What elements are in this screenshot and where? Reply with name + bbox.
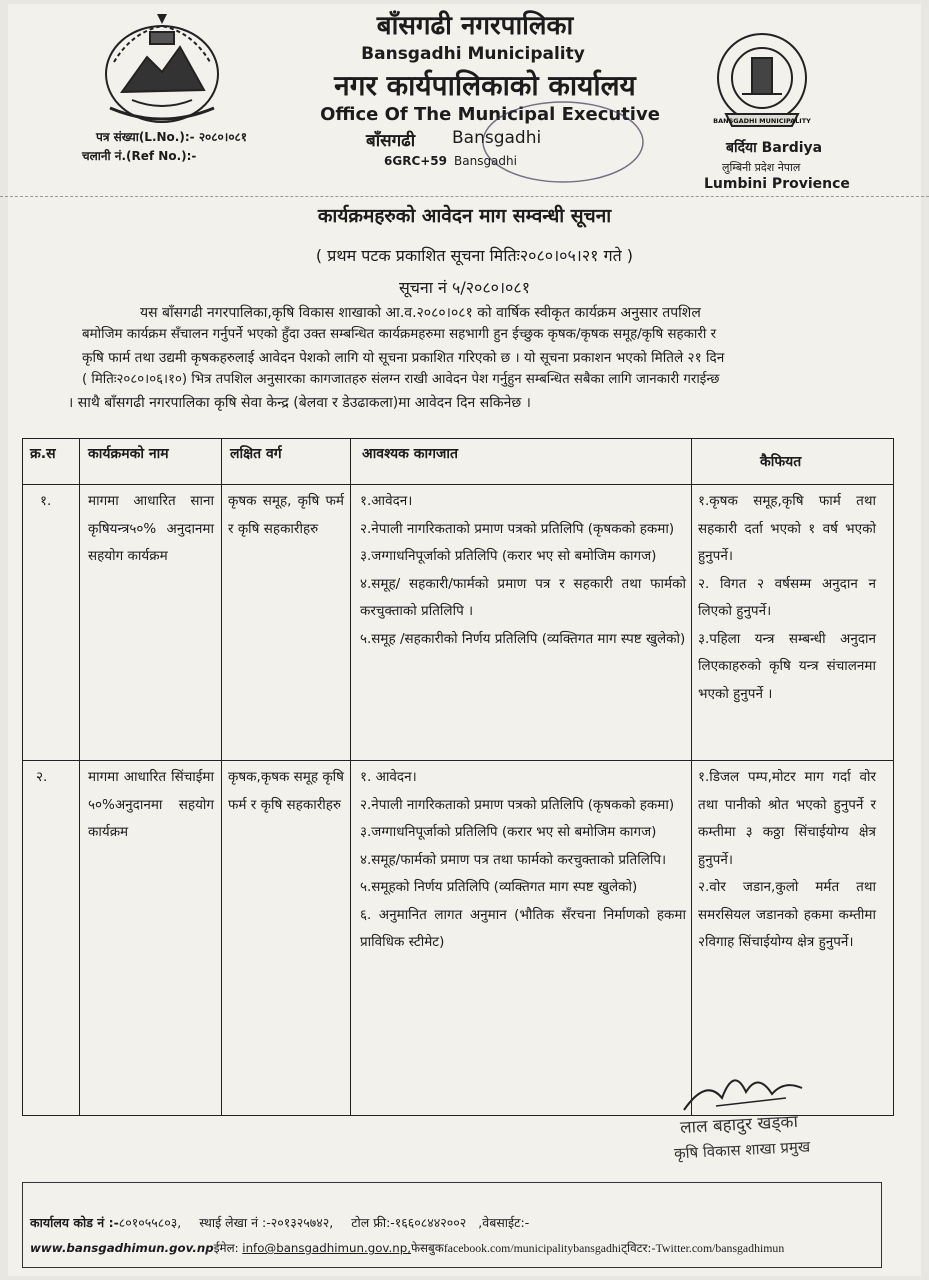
municipality-name-nepali: बाँसगढी नगरपालिका [376, 11, 574, 41]
plus-code-place: Bansgadhi [454, 154, 517, 168]
table-column-divider [691, 438, 692, 1116]
row1-program-name: मागमा आधारित साना कृषियन्त्र५०% अनुदानमा सहयोग कार्यक्रम [88, 493, 214, 564]
signatory-title: कृषि विकास शाखा प्रमुख [673, 1137, 811, 1163]
account-label: स्थाई लेखा नं :- [199, 1215, 271, 1230]
paragraph-line: । साथै बाँसगढी नगरपालिका कृषि सेवा केन्द्र (बेलवा र डेउढाकला)मा आवेदन दिन सकिनेछ । [68, 394, 531, 411]
row2-sn: २. [36, 769, 48, 785]
nepal-emblem-logo [92, 12, 232, 130]
facebook-link[interactable]: facebook.com/municipalitybansgadhi [443, 1241, 622, 1255]
ref-number-label: चलानी नं.(Ref No.):- [82, 149, 197, 163]
paragraph-line: ( मितिः२०८०।०६।१०) भित्र तपशिल अनुसारका कागजातहरु संलग्न राखी आवेदन पेश गर्नुहुन सम्बन्धित सबैका लागि जानकारी गराईन्छ [82, 372, 720, 388]
notice-subtitle: ( प्रथम पटक प्रकाशित सूचना मितिः२०८०।०५।२१ गते ) [315, 246, 634, 265]
table-column-divider [221, 438, 222, 1116]
document-item: २.नेपाली नागरिकताको प्रमाण पत्रको प्रतिलिपि (कृषकको हकमा) [360, 520, 675, 537]
remark-item: २.वोर जडान,कुलो मर्मत तथा समरसियल जडानको हकमा कम्तीमा २विगाह सिंचाईयोग्य क्षेत्र हुनुपर्ने। [698, 879, 876, 950]
header-divider [0, 196, 929, 197]
table-row-divider [22, 760, 894, 761]
table-header-program: कार्यक्रमको नाम [88, 446, 169, 462]
document-item: ३.जग्गाधनिपूर्जाको प्रतिलिपि (करार भए सो बमोजिम कागज) [360, 824, 657, 840]
table-header-documents: आवश्यक कागजात [362, 446, 459, 462]
remark-item: १.डिजल पम्प,मोटर माग गर्दा वोर तथा पानीको श्रोत भएको हुनुपर्ने र कम्तीमा ३ कठ्ठा सिंचाईयोग्य क्षेत्र हुनुपर्ने। [698, 769, 876, 868]
place-english: Bansgadhi [452, 128, 542, 148]
table-column-divider [350, 438, 351, 1116]
office-name-english: Office Of The Municipal Executive [320, 104, 660, 125]
row2-documents [360, 764, 686, 957]
document-item: १.आवेदन। [360, 493, 413, 509]
municipality-name-english: Bansgadhi Municipality [361, 44, 585, 64]
account-value: २०१३२५७४२, [270, 1215, 334, 1230]
row1-target-group: कृषक समूह, कृषि फर्म र कृषि सहकारीहरु [228, 493, 344, 537]
letter-number-label: पत्र संख्या(L.No.):- [96, 130, 195, 144]
row1-remarks [698, 488, 876, 708]
province-nepali: लुम्बिनी प्रदेश नेपाल [722, 161, 801, 174]
facebook-label: फेसबुक [410, 1241, 444, 1255]
signatory-name: लाल बहादुर खड्का [679, 1111, 799, 1139]
document-item: ५.समूह /सहकारीको निर्णय प्रतिलिपि (व्यक्तिगत माग स्पष्ट खुलेको) [360, 630, 686, 647]
website-link[interactable]: www.bansgadhimun.gov.np [30, 1241, 214, 1255]
office-stamp [478, 92, 648, 192]
footer-line-2 [30, 1240, 784, 1256]
document-item: १. आवेदन। [360, 769, 417, 785]
row2-remarks [698, 764, 876, 957]
place-nepali: बाँसगढी [366, 131, 416, 151]
table-header-divider [22, 484, 894, 485]
email-label: ईमेल: [213, 1241, 239, 1255]
remark-item: ३.पहिला यन्त्र सम्बन्धी अनुदान लिएकाहरुको कृषि यन्त्र संचालनमा भएको हुनुपर्ने । [698, 630, 876, 702]
email-link[interactable]: info@bansgadhimun.gov.np, [242, 1241, 411, 1255]
table-header-sn: क्र.स [30, 446, 56, 462]
letter-number [96, 128, 247, 145]
office-code-label: कार्यालय कोड नं :- [30, 1215, 119, 1230]
paragraph-line: बमोजिम कार्यक्रम सँचालन गर्नुपर्ने भएको हुँदा उक्त सम्बन्धित कार्यक्रमहरुमा सहभागी हुन ईच्छुक कृषक/कृषक समूह/कृषि सहकारी र [82, 327, 717, 343]
district-label: बर्दिया Bardiya [726, 140, 823, 156]
table-column-divider [79, 438, 80, 1116]
document-item: ३.जग्गाधनिपूर्जाको प्रतिलिपि (करार भए सो बमोजिम कागज) [360, 548, 657, 564]
document-item: ४.समूह/ सहकारी/फार्मको प्रमाण पत्र र सहकारी तथा फार्मको करचुक्ताको प्रतिलिपि । [360, 575, 686, 619]
row1-documents [360, 488, 686, 653]
website-label: ,वेबसाईट:- [478, 1215, 530, 1230]
row1-sn: १. [40, 493, 52, 509]
notice-paragraph [68, 302, 874, 414]
tollfree-label: टोल फ्री:- [351, 1215, 395, 1230]
document-item: २.नेपाली नागरिकताको प्रमाण पत्रको प्रतिलिपि (कृषकको हकमा) [360, 796, 675, 813]
document-item: ६. अनुमानित लागत अनुमान (भौतिक सँरचना निर्माणको हकमा प्राविधिक स्टीमेट) [360, 906, 686, 950]
document-item: ४.समूह/फार्मको प्रमाण पत्र तथा फार्मको करचुक्ताको प्रतिलिपि। [360, 851, 667, 868]
office-code-value: ८०१०५५८०३, [118, 1215, 182, 1230]
twitter-label: ट्विटर:- [621, 1241, 656, 1255]
municipality-seal-logo [706, 28, 818, 140]
twitter-link[interactable]: Twitter.com/bansgadhimun [655, 1241, 785, 1255]
table-header-target: लक्षित वर्ग [230, 446, 282, 462]
paragraph-line: यस बाँसगढी नगरपालिका,कृषि विकास शाखाको आ.व.२०८०।०८१ को वार्षिक स्वीकृत कार्यक्रम अनुसार तपशिल [140, 305, 701, 321]
table-header-remarks: कैफियत [760, 454, 802, 470]
remark-item: २. विगत २ वर्षसम्म अनुदान न लिएको हुनुपर्ने। [698, 575, 876, 619]
plus-code: 6GRC+59 [384, 154, 447, 168]
province-english: Lumbini Provience [704, 176, 850, 192]
footer-line-1 [30, 1214, 529, 1231]
notice-number: सूचना नं ५/२०८०।०८१ [398, 278, 531, 297]
seal-ribbon-text: BANSGADHI MUNICIPALITY [713, 117, 811, 125]
row2-target-group: कृषक,कृषक समूह कृषि फर्म र कृषि सहकारीहरु [228, 769, 344, 813]
remark-item: १.कृषक समूह,कृषि फार्म तथा सहकारी दर्ता भएको १ वर्ष भएको हुनुपर्ने। [698, 493, 876, 564]
notice-title: कार्यक्रमहरुको आवेदन माग सम्वन्धी सूचना [317, 205, 612, 227]
office-name-nepali: नगर कार्यपालिकाको कार्यालय [334, 69, 636, 102]
document-item: ५.समूहको निर्णय प्रतिलिपि (व्यक्तिगत माग स्पष्ट खुलेको) [360, 879, 638, 895]
row2-program-name: मागमा आधारित सिंचाईमा ५०%अनुदानमा सहयोग कार्यक्रम [88, 769, 214, 840]
letter-number-value: २०८०।०८१ [198, 130, 248, 144]
paragraph-line: कृषि फार्म तथा उद्यमी कृषकहरुलाई आवेदन पेशको लागि यो सूचना प्रकाशित गरिएको छ । यो सूचना प्रकाशन भएको मितिले २१ दिन [82, 349, 725, 366]
tollfree-value: १६६०८४४२००२ [394, 1215, 467, 1230]
